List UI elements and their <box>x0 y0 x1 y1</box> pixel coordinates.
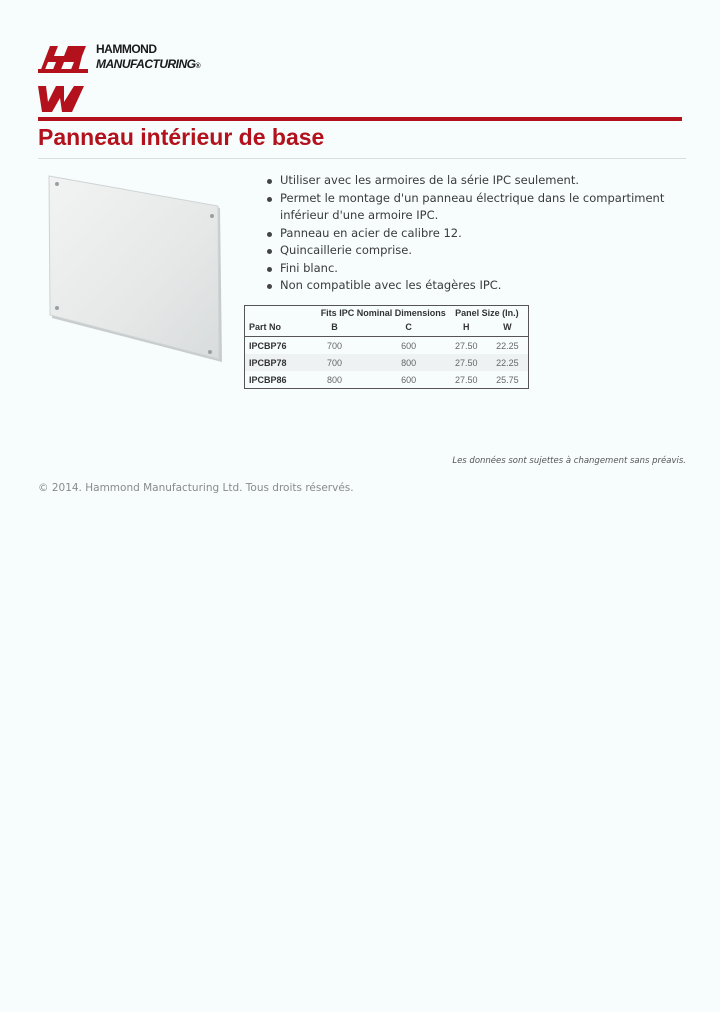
cell-w: 22.25 <box>496 340 519 351</box>
header-red-rule <box>38 117 682 121</box>
spec-table <box>244 305 529 389</box>
list-item: Fini blanc. <box>262 260 682 278</box>
cell-b: 700 <box>297 354 371 371</box>
cell-h: 27.50 <box>446 354 487 371</box>
list-item: Panneau en acier de calibre 12. <box>262 225 682 243</box>
cell-b: 700 <box>326 340 342 351</box>
panel-plate-image <box>48 174 228 378</box>
part-number: IPCBP78 <box>245 354 298 371</box>
cell-h: 27.50 <box>454 340 478 351</box>
table-column-header <box>245 320 529 337</box>
col-b: B <box>297 320 371 337</box>
part-number: IPCBP86 <box>249 374 287 385</box>
brand-line2-text: MANUFACTURING <box>96 57 196 71</box>
hammond-hw-logo-icon <box>38 42 88 114</box>
list-item: Non compatible avec les étagères IPC. <box>262 277 682 295</box>
registered-mark: ® <box>195 63 201 70</box>
cell-b: 800 <box>326 374 342 385</box>
list-item: Utiliser avec les armoires de la série IPC seulement. <box>262 172 682 190</box>
panel-size-header: Panel Size (In.) <box>455 308 519 318</box>
list-item: Permet le montage d'un panneau électrique dans le compartiment inférieur d'une armoire IPC. <box>262 190 682 225</box>
company-logo[interactable] <box>38 42 238 114</box>
empty-header-cell <box>245 306 298 321</box>
col-h: H <box>446 320 487 337</box>
cell-c: 600 <box>401 374 417 385</box>
brand-line1: HAMMOND <box>96 42 157 56</box>
feature-list <box>262 172 682 295</box>
copyright-text: © 2014. Hammond Manufacturing Ltd. Tous droits réservés. <box>38 482 354 494</box>
cell-c: 800 <box>372 354 446 371</box>
col-part-no: Part No <box>245 320 298 337</box>
cell-w: 22.25 <box>487 354 529 371</box>
title-divider <box>38 158 686 159</box>
disclaimer-text: Les données sont sujettes à changement sans préavis. <box>452 456 686 466</box>
part-number: IPCBP76 <box>249 340 287 351</box>
table-row <box>245 337 529 355</box>
page-title: Panneau intérieur de base <box>38 124 325 150</box>
cell-h: 27.50 <box>454 374 478 385</box>
table-group-header <box>245 306 529 321</box>
cell-c: 600 <box>401 340 417 351</box>
fits-dimensions-header: Fits IPC Nominal Dimensions <box>320 308 446 318</box>
cell-w: 25.75 <box>496 374 519 385</box>
table-row <box>245 371 529 389</box>
table-row <box>245 354 529 371</box>
list-item: Quincaillerie comprise. <box>262 242 682 260</box>
brand-line2 <box>96 57 200 71</box>
col-c: C <box>372 320 446 337</box>
col-w: W <box>487 320 529 337</box>
